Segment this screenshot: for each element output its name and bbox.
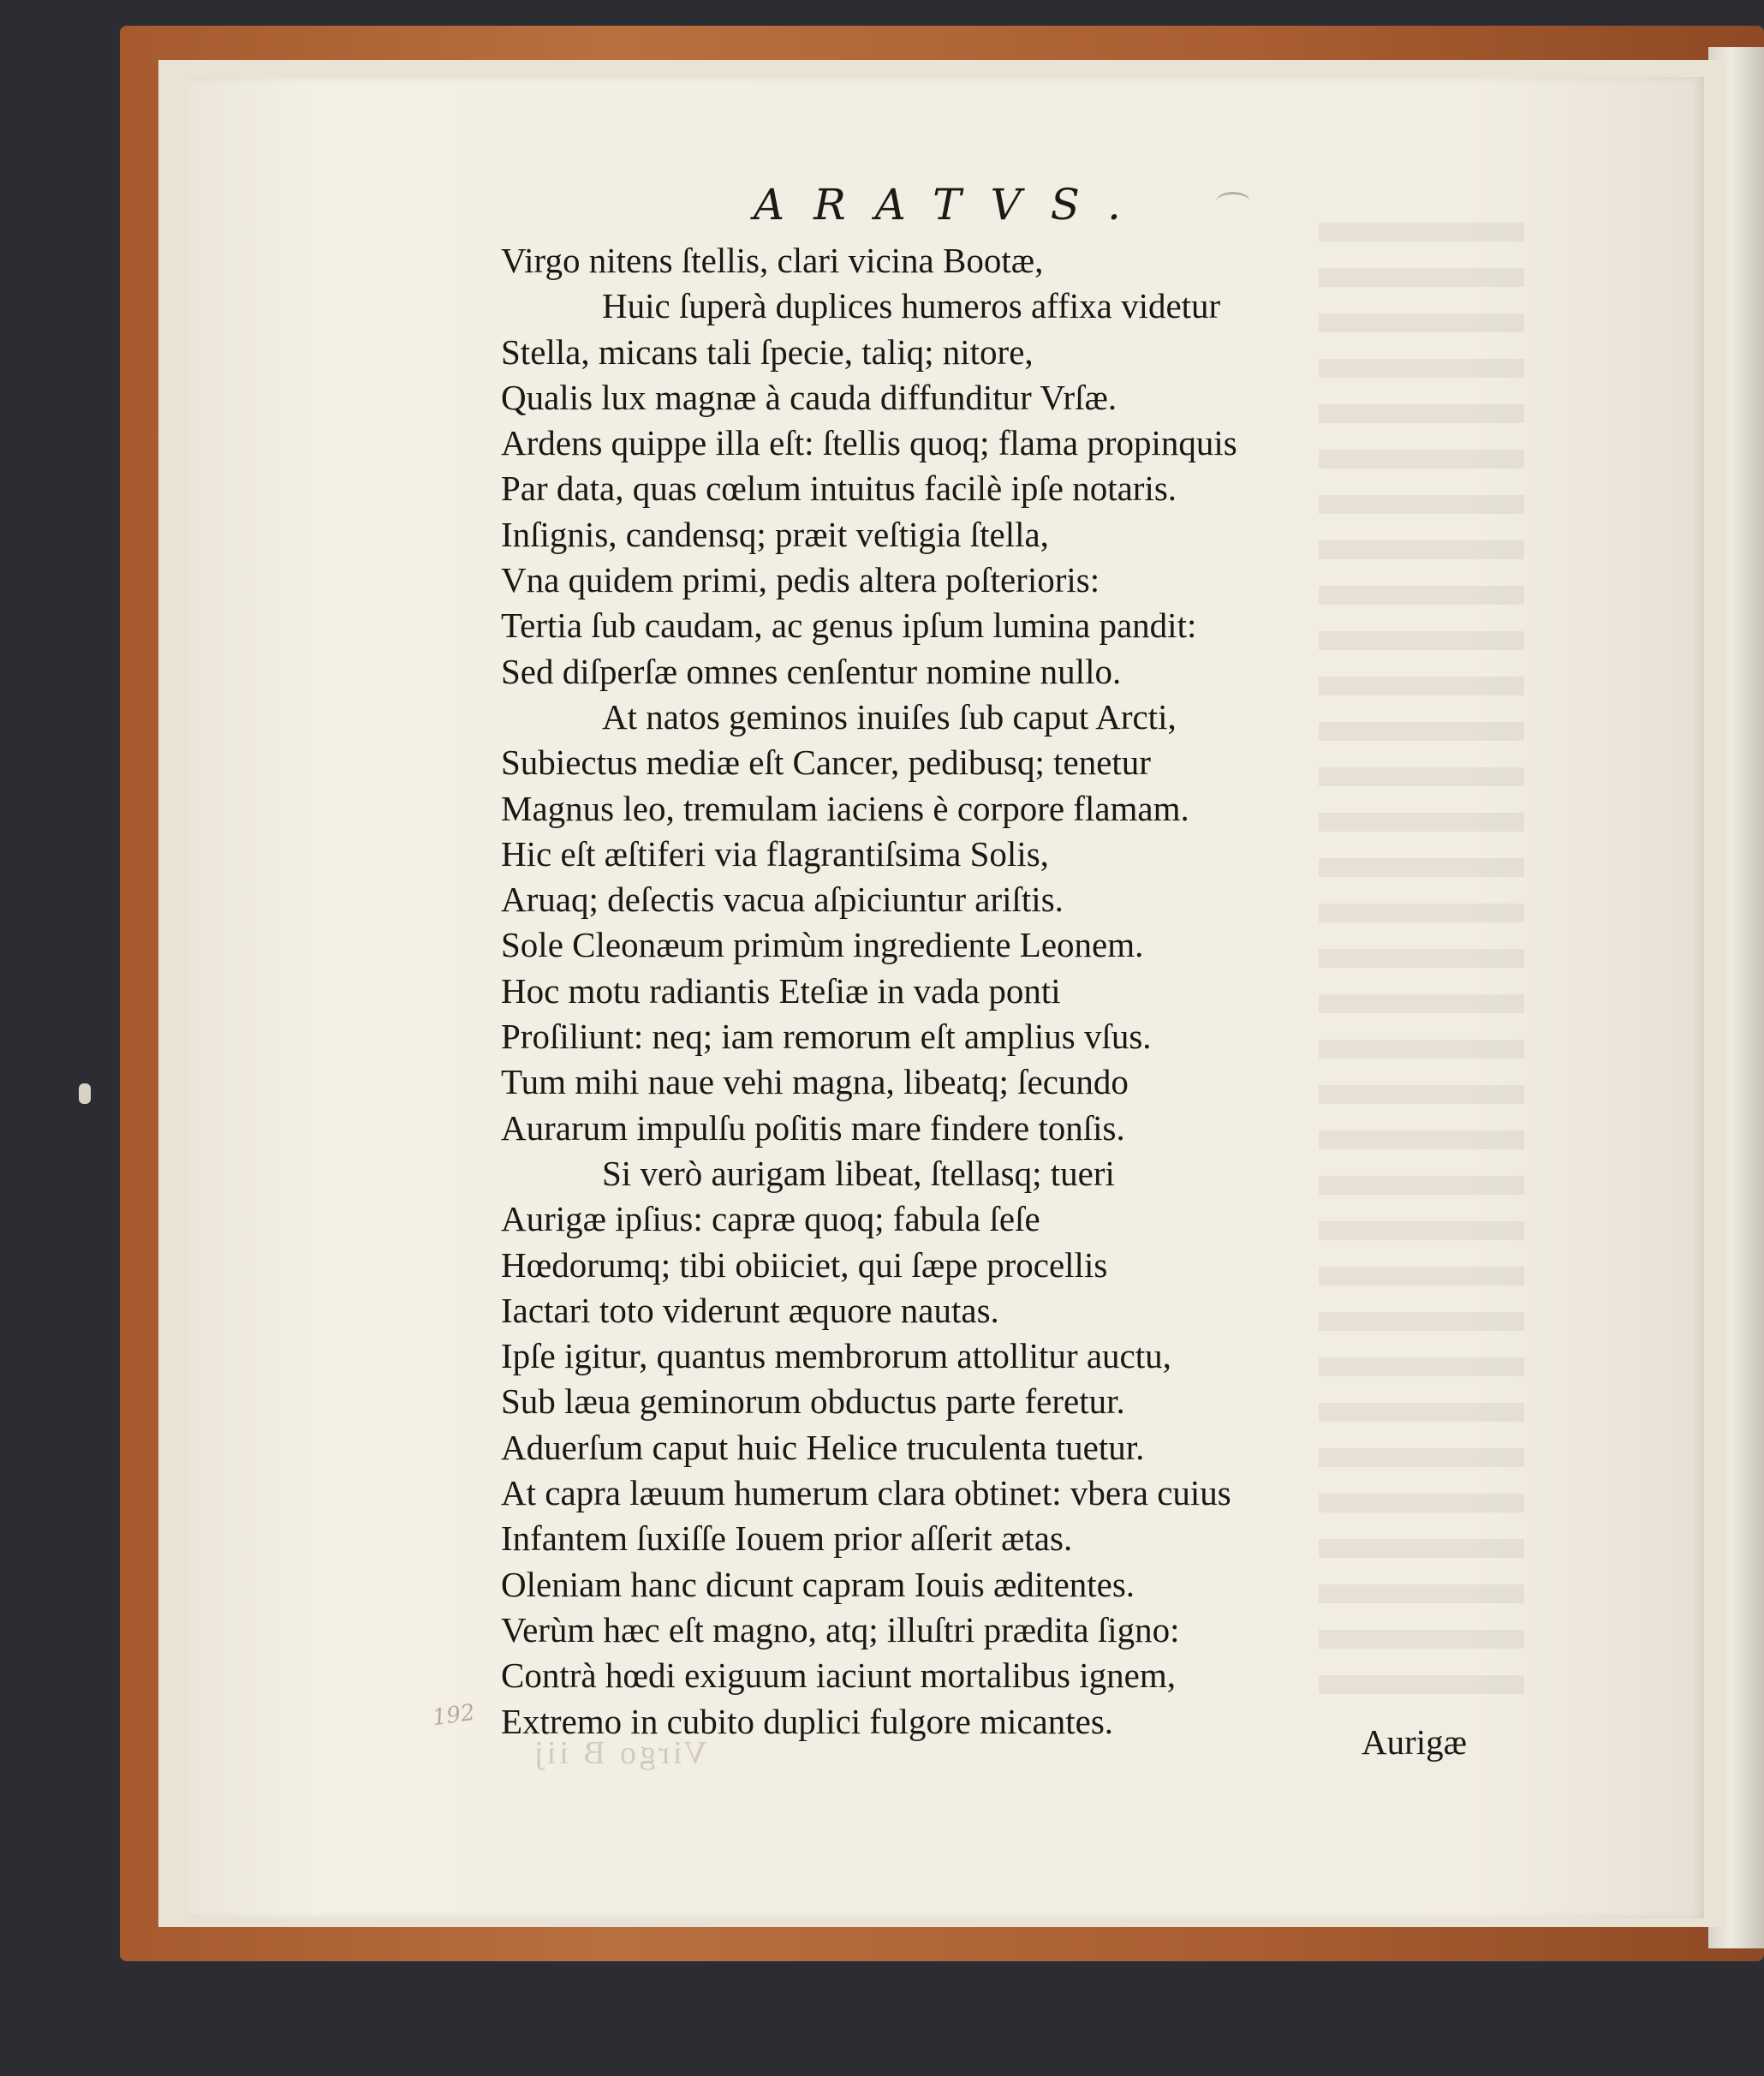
verse-line: Verùm hæc eſt magno, atq; illuſtri prædita ſigno: xyxy=(501,1609,1180,1649)
verse-line: Hœdorumq; tibi obiiciet, qui ſæpe procellis xyxy=(501,1244,1108,1285)
verse-line: Aurarum impulſu poſitis mare findere tonſis. xyxy=(501,1107,1125,1148)
verse-line: Hoc motu radiantis Eteſiæ in vada ponti xyxy=(501,970,1061,1011)
verse-line: Virgo nitens ſtellis, clari vicina Bootæ, xyxy=(501,241,1044,280)
manuscript-margin-note: 192 xyxy=(431,1699,477,1732)
verse-line: Sed diſperſæ omnes cenſentur nomine nullo. xyxy=(501,651,1122,691)
verse-line: Proſiliunt: neq; iam remorum eſt amplius vſus. xyxy=(501,1017,1152,1057)
verse-line: Aurigæ ipſius: capræ quoq; fabula ſeſe xyxy=(501,1199,1040,1239)
verse-line: Aruaq; deſectis vacua aſpiciuntur ariſtis. xyxy=(501,880,1064,920)
verse-line: Vna quidem primi, pedis altera poſterioris: xyxy=(501,560,1100,600)
verse-line: Tertia ſub caudam, ac genus ipſum lumina pandit: xyxy=(501,606,1197,646)
verse-line: At capra læuum humerum clara obtinet: vbera cuius xyxy=(501,1473,1231,1513)
verse-line: Oleniam hanc dicunt capram Iouis æditentes. xyxy=(501,1564,1135,1604)
show-through-text-block xyxy=(1319,223,1524,1696)
verse-line: Extremo in cubito duplici fulgore micantes. xyxy=(501,1701,1114,1741)
verse-line: Stella, micans tali ſpecie, taliq; nitore, xyxy=(501,331,1034,372)
verse-line: At natos geminos inuiſes ſub caput Arcti, xyxy=(602,696,1177,737)
show-through-footer: Virgo B iij xyxy=(531,1735,707,1771)
verse-line: Infantem ſuxiſſe Iouem prior aſſerit ætas. xyxy=(501,1518,1073,1559)
verse-text xyxy=(501,238,1237,1745)
verse-line: Par data, quas cœlum intuitus facilè ipſe notaris. xyxy=(501,468,1177,509)
verse-line: Ipſe igitur, quantus membrorum attollitur auctu, xyxy=(501,1336,1171,1376)
verse-line: Ardens quippe illa eſt: ſtellis quoq; flama propinquis xyxy=(501,423,1237,463)
verse-line: Subiectus mediæ eſt Cancer, pedibusq; tenetur xyxy=(501,743,1151,783)
verse-line: Sub læua geminorum obductus parte feretur. xyxy=(501,1381,1125,1422)
running-head: ARATVS. xyxy=(754,180,1150,230)
verse-line: Huic ſuperà duplices humeros affixa videtur xyxy=(602,286,1221,326)
verse-line: Sole Cleonæum primùm ingrediente Leonem. xyxy=(501,925,1144,965)
clip-mark xyxy=(79,1083,91,1104)
verse-line: Magnus leo, tremulam iaciens è corpore flamam. xyxy=(501,788,1189,828)
verse-line: Hic eſt æſtiferi via flagrantiſsima Solis, xyxy=(501,833,1049,874)
catchword: Aurigæ xyxy=(1362,1722,1467,1762)
verse-line: Iactari toto viderunt æquore nautas. xyxy=(501,1290,999,1330)
verse-line: Qualis lux magnæ à cauda diffunditur Vrſæ. xyxy=(501,377,1117,417)
verse-line: Aduerſum caput huic Helice truculenta tuetur. xyxy=(501,1427,1145,1467)
ornament-flourish xyxy=(1216,192,1250,212)
verse-line: Inſignis, candensq; præit veſtigia ſtella, xyxy=(501,514,1049,554)
verse-line: Tum mihi naue vehi magna, libeatq; ſecundo xyxy=(501,1062,1129,1102)
verse-line: Si verò aurigam libeat, ſtellasq; tueri xyxy=(602,1153,1115,1193)
verse-line: Contrà hœdi exiguum iaciunt mortalibus ignem, xyxy=(501,1655,1176,1696)
